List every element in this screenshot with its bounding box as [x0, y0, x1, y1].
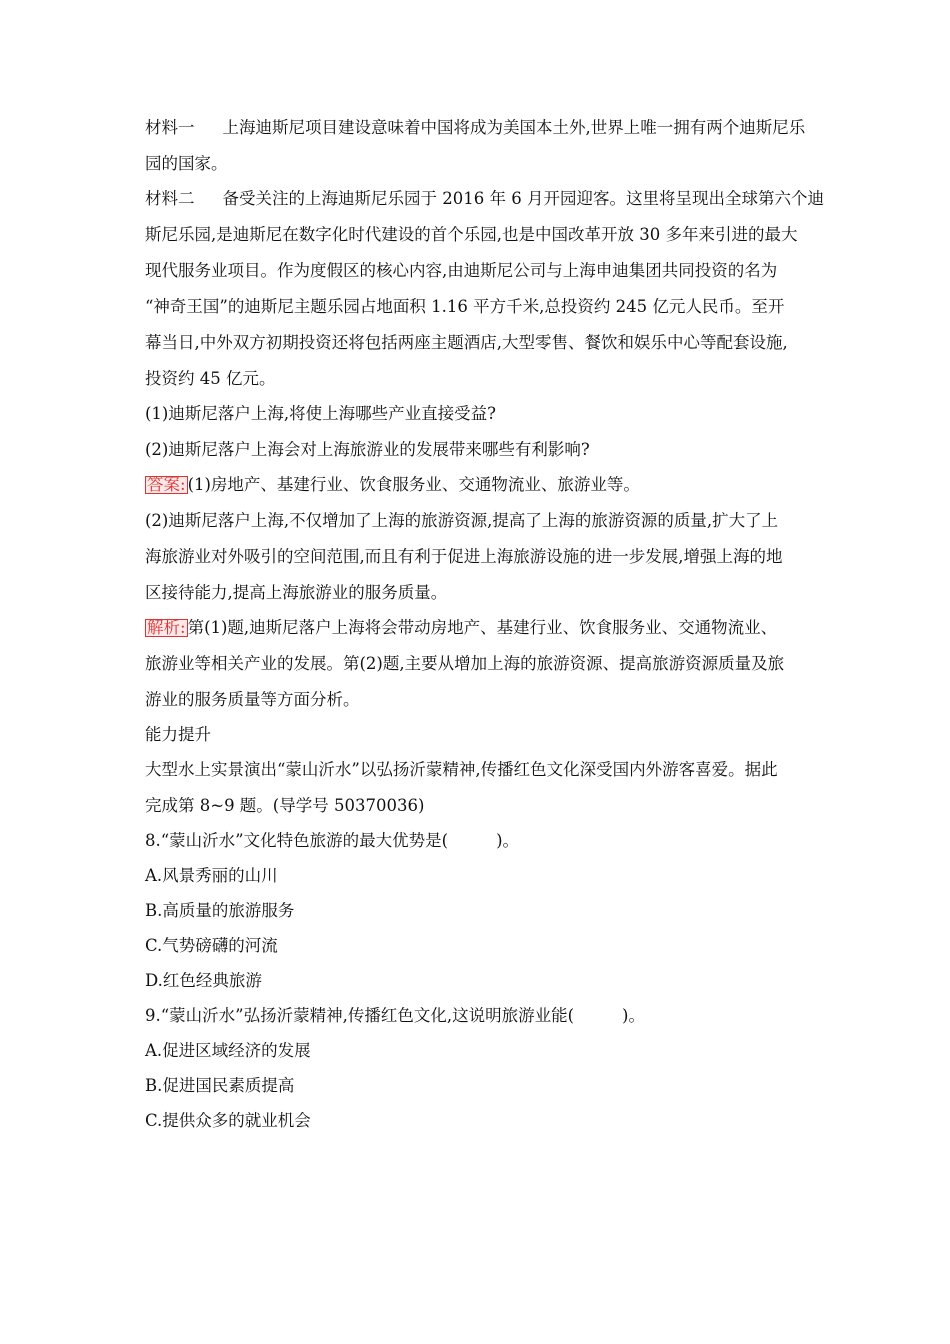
question-8-stem: 8.“蒙山沂水”文化特色旅游的最大优势是( )。 [145, 831, 519, 850]
question-2: (2)迪斯尼落户上海会对上海旅游业的发展带来哪些有利影响? [145, 440, 590, 459]
q8-option-a: A.风景秀丽的山川 [145, 866, 278, 885]
answer-line4: 区接待能力,提高上海旅游业的服务质量。 [145, 583, 448, 602]
material1-label: 材料一 [145, 118, 195, 137]
analysis-tag: 解析: [147, 618, 186, 637]
material2-line6: 投资约 45 亿元。 [145, 369, 276, 388]
answer-line3: 海旅游业对外吸引的空间范围,而且有利于促进上海旅游设施的进一步发展,增强上海的地 [145, 547, 783, 566]
question-9-stem: 9.“蒙山沂水”弘扬沂蒙精神,传播红色文化,这说明旅游业能( )。 [145, 1006, 645, 1025]
material2-line3: 现代服务业项目。作为度假区的核心内容,由迪斯尼公司与上海申迪集团共同投资的名为 [145, 261, 778, 280]
analysis-line2: 旅游业等相关产业的发展。第(2)题,主要从增加上海的旅游资源、提高旅游资源质量及旅 [145, 654, 785, 673]
answer-line2: (2)迪斯尼落户上海,不仅增加了上海的旅游资源,提高了上海的旅游资源的质量,扩大了上 [145, 511, 779, 530]
q9-option-a: A.促进区域经济的发展 [145, 1041, 311, 1060]
analysis-line3: 游业的服务质量等方面分析。 [145, 690, 360, 709]
q8-option-c: C.气势磅礴的河流 [145, 936, 278, 955]
material2-line2: 斯尼乐园,是迪斯尼在数字化时代建设的首个乐园,也是中国改革开放 30 多年来引进的最大 [145, 225, 798, 244]
page-content [145, 118, 824, 1130]
q8-option-d: D.红色经典旅游 [145, 971, 262, 990]
answer-tag: 答案: [147, 475, 186, 494]
q9-option-b: B.促进国民素质提高 [145, 1076, 295, 1095]
analysis-line1: 解析: 第(1)题,迪斯尼落户上海将会带动房地产、基建行业、饮食服务业、交通物流业、 [147, 618, 778, 637]
material2-line1: 材料二 备受关注的上海迪斯尼乐园于 2016 年 6 月开园迎客。这里将呈现出全球第六个迪 [145, 189, 824, 208]
material1-line2: 园的国家。 [145, 154, 228, 173]
q9-option-c: C.提供众多的就业机会 [145, 1111, 311, 1130]
intro-line1: 大型水上实景演出“蒙山沂水”以弘扬沂蒙精神,传播红色文化深受国内外游客喜爱。据此 [145, 760, 778, 779]
section-title: 能力提升 [145, 725, 211, 744]
material2-line4: “神奇王国”的迪斯尼主题乐园占地面积 1.16 平方千米,总投资约 245 亿元人民币。至开 [145, 297, 785, 316]
intro-line2: 完成第 8~9 题。(导学号 50370036) [145, 796, 425, 815]
q8-option-b: B.高质量的旅游服务 [145, 901, 295, 920]
material1-line1: 材料一 上海迪斯尼项目建设意味着中国将成为美国本土外,世界上唯一拥有两个迪斯尼乐 [145, 118, 806, 137]
answer-line1: 答案: (1)房地产、基建行业、饮食服务业、交通物流业、旅游业等。 [147, 475, 640, 494]
material2-label: 材料二 [145, 189, 195, 208]
question-1: (1)迪斯尼落户上海,将使上海哪些产业直接受益? [145, 404, 496, 423]
material2-line5: 幕当日,中外双方初期投资还将包括两座主题酒店,大型零售、餐饮和娱乐中心等配套设施, [145, 333, 788, 352]
